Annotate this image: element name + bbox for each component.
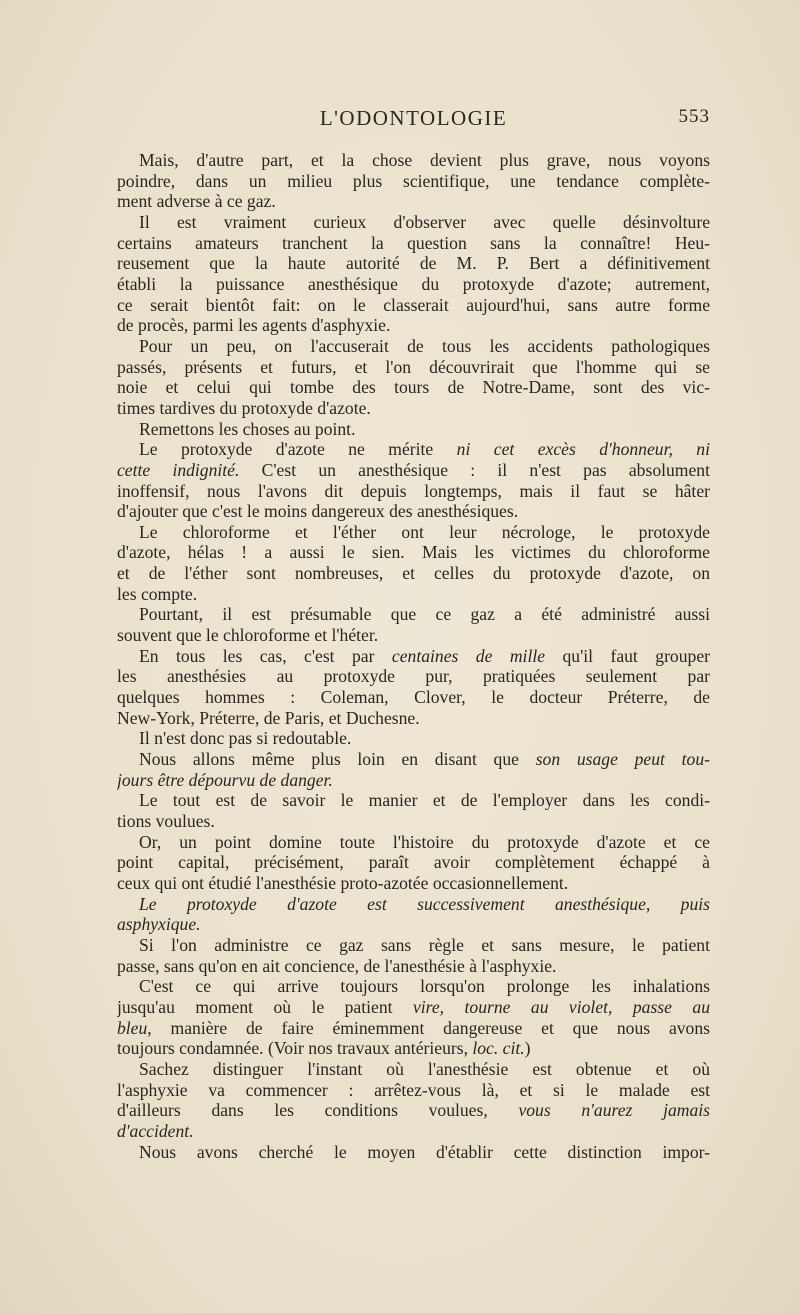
text-segment: certains amateurs tranchent la question sans la connaître! Heu-	[117, 232, 710, 253]
text-line	[117, 976, 710, 997]
text-segment: l'asphyxie va commencer : arrêtez-vous là, et si le malade est	[117, 1079, 710, 1100]
text-line	[117, 956, 710, 977]
text-line	[117, 728, 710, 749]
text-segment: noie et celui qui tombe des tours de Notre-Dame, sont des vic-	[117, 377, 710, 398]
body-text	[117, 150, 710, 1162]
italic-text: ni cet excès d'honneur, ni	[456, 439, 710, 460]
text-line	[117, 666, 710, 687]
text-line	[117, 604, 710, 625]
text-segment: inoffensif, nous l'avons dit depuis longtemps, mais il faut se hâter	[117, 480, 710, 501]
text-segment: Nous avons cherché le moyen d'établir cette distinction impor-	[139, 1141, 710, 1162]
text-line	[117, 852, 710, 873]
text-line	[117, 1038, 710, 1059]
italic-text: cette indignité.	[117, 459, 240, 480]
text-segment: passés, présents et futurs, et l'on découvrirait que l'homme qui se	[117, 356, 710, 377]
text-segment: quelques hommes : Coleman, Clover, le docteur Préterre, de	[117, 687, 710, 708]
text-line	[117, 646, 710, 667]
text-segment: d'ailleurs dans les conditions voulues,	[117, 1100, 519, 1121]
text-line	[117, 790, 710, 811]
text-segment: Le protoxyde d'azote ne mérite	[139, 439, 457, 460]
text-segment: Il est vraiment curieux d'observer avec quelle désinvolture	[139, 211, 710, 232]
text-segment: Il n'est donc pas si redoutable.	[139, 728, 352, 749]
text-line	[117, 357, 710, 378]
text-segment: times tardives du protoxyde d'azote.	[117, 397, 371, 418]
text-line	[117, 191, 710, 212]
text-segment: Sachez distinguer l'instant où l'anesthésie est obtenue et où	[139, 1058, 710, 1079]
text-segment: reusement que la haute autorité de M. P. Bert a définitivement	[117, 253, 710, 274]
text-segment: de procès, parmi les agents d'asphyxie.	[117, 315, 391, 336]
italic-text: Le protoxyde d'azote est successivement anesthésique, puis	[139, 893, 710, 914]
text-segment: et de l'éther sont nombreuses, et celles du protoxyde d'azote, on	[117, 563, 710, 584]
text-line	[117, 274, 710, 295]
text-segment: établi la puissance anesthésique du protoxyde d'azote; autrement,	[117, 273, 710, 294]
text-line	[117, 150, 710, 171]
text-line	[117, 481, 710, 502]
text-line	[117, 708, 710, 729]
text-segment: qu'il faut grouper	[545, 645, 710, 666]
text-line	[117, 295, 710, 316]
text-segment: tions voulues.	[117, 811, 215, 831]
text-segment: Remettons les choses au point.	[139, 418, 356, 439]
text-segment: ment adverse à ce gaz.	[117, 191, 276, 212]
text-segment: manière de faire éminemment dangereuse et que nous avons	[151, 1017, 710, 1038]
italic-text: vous n'aurez jamais	[518, 1100, 710, 1121]
text-line	[117, 460, 710, 481]
text-line	[117, 1080, 710, 1101]
text-segment: passe, sans qu'on en ait concience, de l'anesthésie à l'asphyxie.	[117, 955, 557, 976]
text-line	[117, 501, 710, 522]
text-segment: poindre, dans un milieu plus scientifique, une tendance complète-	[117, 170, 710, 191]
text-segment: d'azote, hélas ! a aussi le sien. Mais les victimes du chloroforme	[117, 542, 710, 563]
text-line	[117, 398, 710, 419]
text-line	[117, 997, 710, 1018]
page-number: 553	[678, 106, 710, 127]
text-line	[117, 1059, 710, 1080]
italic-text: son usage peut tou-	[535, 749, 710, 770]
italic-text: loc. cit.	[472, 1038, 525, 1059]
text-line	[117, 1121, 710, 1142]
text-line	[117, 935, 710, 956]
text-line	[117, 914, 710, 935]
text-segment: Le chloroforme et l'éther ont leur nécrologe, le protoxyde	[139, 521, 710, 542]
text-segment: les anesthésies au protoxyde pur, pratiquées seulement par	[117, 666, 710, 687]
text-line	[117, 1142, 710, 1163]
text-segment: point capital, précisément, paraît avoir complètement échappé à	[117, 852, 710, 873]
text-segment: C'est un anesthésique : il n'est pas absolument	[239, 459, 710, 480]
text-segment: souvent que le chloroforme et l'héter.	[117, 625, 379, 646]
text-segment: ce serait bientôt fait: on le classerait aujourd'hui, sans autre forme	[117, 294, 710, 315]
text-segment: ceux qui ont étudié l'anesthésie proto-azotée occasionnellement.	[117, 872, 569, 893]
text-segment: jusqu'au moment où le patient	[117, 996, 413, 1017]
text-segment: Si l'on administre ce gaz sans règle et sans mesure, le patient	[139, 934, 710, 955]
text-segment: Pourtant, il est présumable que ce gaz a été administré aussi	[139, 604, 710, 625]
italic-text: d'accident.	[117, 1120, 194, 1141]
text-line	[117, 439, 710, 460]
text-segment: toujours condamnée. (Voir nos travaux antérieurs,	[117, 1038, 473, 1059]
text-line	[117, 377, 710, 398]
text-line	[117, 832, 710, 853]
text-segment: les compte.	[117, 583, 198, 604]
running-title: L'ODONTOLOGIE	[319, 106, 508, 130]
text-segment: Le tout est de savoir le manier et de l'employer dans les condi-	[139, 790, 710, 811]
text-line	[117, 584, 710, 605]
text-line	[117, 687, 710, 708]
italic-text: jours être dépourvu de danger.	[117, 769, 333, 790]
text-line	[117, 522, 710, 543]
text-line	[117, 873, 710, 894]
text-segment: Or, un point domine toute l'histoire du protoxyde d'azote et ce	[139, 831, 710, 852]
text-line	[117, 233, 710, 254]
text-line	[117, 542, 710, 563]
text-line	[117, 625, 710, 646]
text-segment: Pour un peu, on l'accuserait de tous les accidents pathologiques	[139, 335, 710, 356]
text-line	[117, 212, 710, 233]
italic-text: bleu,	[117, 1017, 152, 1038]
page-header	[117, 106, 710, 132]
text-segment: Nous allons même plus loin en disant que	[139, 749, 536, 770]
text-segment: C'est ce qui arrive toujours lorsqu'on prolonge les inhalations	[139, 976, 710, 997]
text-line	[117, 894, 710, 915]
text-segment: d'ajouter que c'est le moins dangereux des anesthésiques.	[117, 501, 519, 522]
italic-text: asphyxique.	[117, 914, 201, 935]
text-segment: New-York, Préterre, de Paris, et Duchesne.	[117, 707, 420, 728]
text-segment: En tous les cas, c'est par	[139, 645, 392, 666]
italic-text: vire, tourne au violet, passe au	[412, 996, 710, 1017]
text-line	[117, 563, 710, 584]
text-line	[117, 770, 710, 791]
text-segment: Mais, d'autre part, et la chose devient plus grave, nous voyons	[139, 150, 710, 170]
text-line	[117, 1018, 710, 1039]
text-line	[117, 253, 710, 274]
text-line	[117, 336, 710, 357]
text-line	[117, 811, 710, 832]
text-line	[117, 1100, 710, 1121]
text-line	[117, 419, 710, 440]
italic-text: centaines de mille	[391, 645, 546, 666]
text-line	[117, 315, 710, 336]
text-segment: )	[524, 1038, 531, 1059]
text-line	[117, 749, 710, 770]
text-line	[117, 171, 710, 192]
